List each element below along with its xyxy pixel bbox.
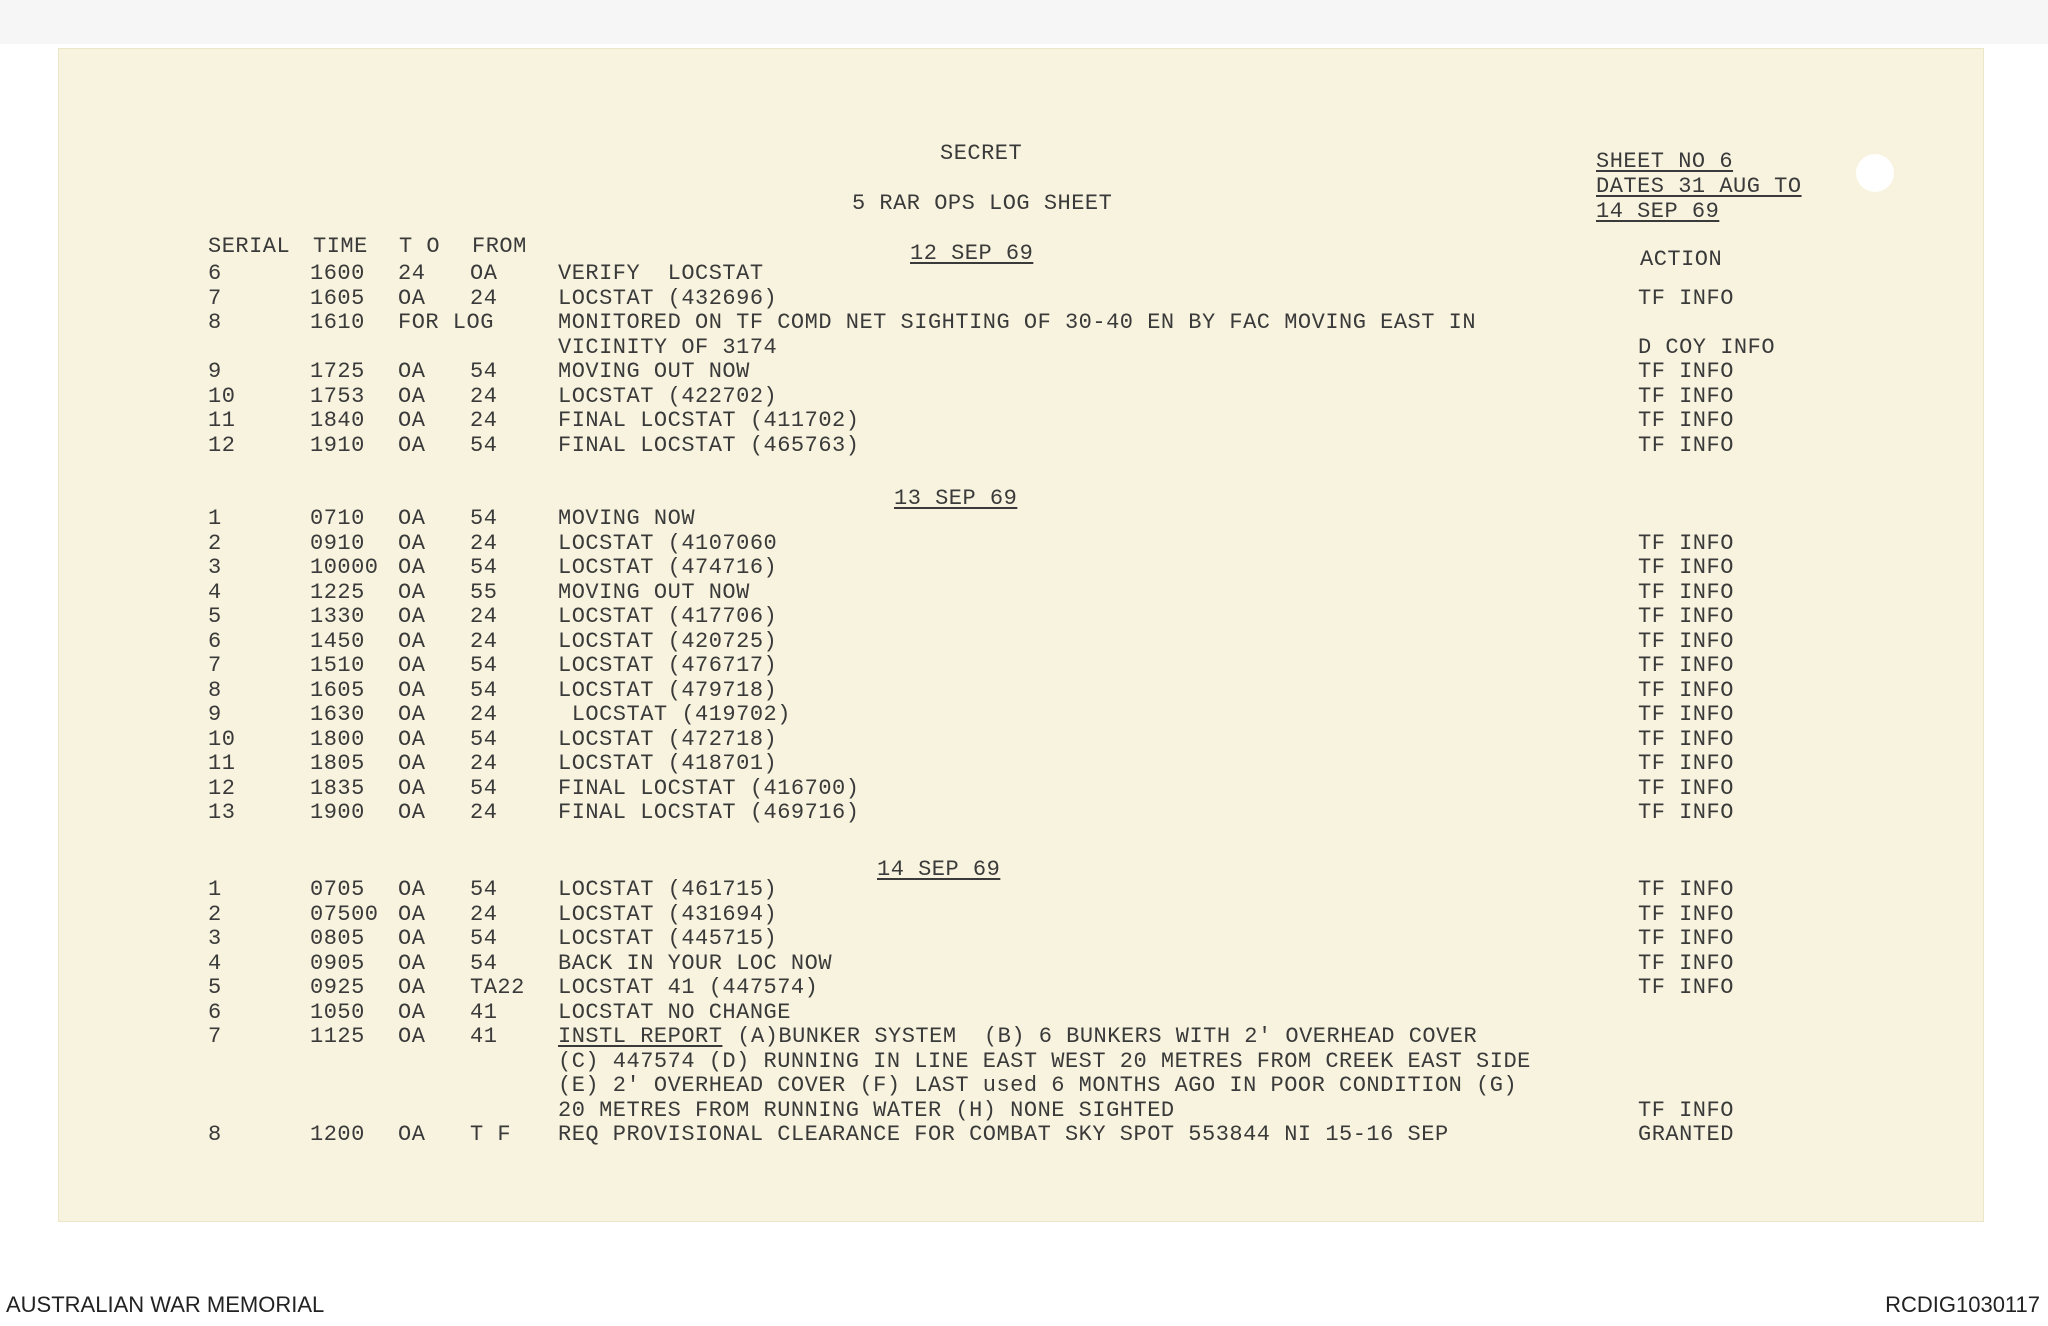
entry-to: OA [398,951,426,976]
entry-to: FOR LOG [398,310,494,335]
entry-to: OA [398,1000,426,1025]
section-date: 12 SEP 69 [910,241,1034,266]
entry-serial: 7 [208,1024,222,1049]
entry-from: 54 [470,926,498,951]
column-header-time: TIME [313,234,368,259]
entry-serial: 8 [208,1122,222,1147]
entry-to: OA [398,751,426,776]
entry-text: BACK IN YOUR LOC NOW [558,951,833,976]
entry-to: OA [398,727,426,752]
entry-text: LOCSTAT (431694) [558,902,778,927]
entry-to: OA [398,926,426,951]
entry-action: TF INFO [1638,359,1734,384]
entry-action: TF INFO [1638,604,1734,629]
entry-serial: 11 [208,751,236,776]
dates-range-line2: 14 SEP 69 [1596,199,1720,224]
entry-time: 1600 [310,261,365,286]
entry-time: 1900 [310,800,365,825]
entry-from: TA22 [470,975,525,1000]
entry-to: OA [398,433,426,458]
entry-from: OA [470,261,498,286]
entry-action: TF INFO [1638,902,1734,927]
classification-marking: SECRET [940,141,1023,166]
entry-action: TF INFO [1638,751,1734,776]
entry-text: LOCSTAT (417706) [558,604,778,629]
entry-from: 24 [470,384,498,409]
entry-time: 1605 [310,678,365,703]
entry-action: TF INFO [1638,1098,1734,1123]
entry-serial: 12 [208,433,236,458]
entry-action: TF INFO [1638,384,1734,409]
entry-time: 1725 [310,359,365,384]
entry-text: (C) 447574 (D) RUNNING IN LINE EAST WEST 20 METRES FROM CREEK EAST SIDE [558,1049,1531,1074]
entry-to: OA [398,776,426,801]
entry-time: 1050 [310,1000,365,1025]
entry-serial: 3 [208,555,222,580]
entry-from: 54 [470,433,498,458]
entry-time: 1225 [310,580,365,605]
entry-serial: 5 [208,975,222,1000]
entry-text: (E) 2' OVERHEAD COVER (F) LAST used 6 MONTHS AGO IN POOR CONDITION (G) [558,1073,1518,1098]
entry-time: 1805 [310,751,365,776]
entry-from: 54 [470,506,498,531]
entry-text-lead: INSTL REPORT [558,1024,723,1049]
entry-time: 1125 [310,1024,365,1049]
scan-top-margin [0,0,2048,44]
entry-action: TF INFO [1638,408,1734,433]
entry-time: 0905 [310,951,365,976]
entry-action: TF INFO [1638,678,1734,703]
entry-from: 54 [470,359,498,384]
column-header-serial: SERIAL [208,234,291,259]
entry-text: MOVING NOW [558,506,696,531]
entry-text: LOCSTAT (418701) [558,751,778,776]
entry-from: 54 [470,877,498,902]
entry-text: LOCSTAT (474716) [558,555,778,580]
entry-text: MOVING OUT NOW [558,580,750,605]
entry-text: 20 METRES FROM RUNNING WATER (H) NONE SIGHTED [558,1098,1175,1123]
entry-to: OA [398,800,426,825]
entry-serial: 3 [208,926,222,951]
entry-serial: 4 [208,580,222,605]
entry-serial: 2 [208,902,222,927]
entry-text: LOCSTAT (4107060 [558,531,778,556]
entry-to: OA [398,975,426,1000]
entry-time: 1835 [310,776,365,801]
entry-action: TF INFO [1638,776,1734,801]
entry-serial: 7 [208,653,222,678]
entry-serial: 7 [208,286,222,311]
entry-action: TF INFO [1638,653,1734,678]
entry-to: OA [398,678,426,703]
entry-text: LOCSTAT (479718) [558,678,778,703]
entry-action: TF INFO [1638,580,1734,605]
entry-to: OA [398,555,426,580]
entry-text: REQ PROVISIONAL CLEARANCE FOR COMBAT SKY SPOT 553844 NI 15-16 SEP [558,1122,1449,1147]
entry-text: FINAL LOCSTAT (465763) [558,433,860,458]
entry-to: OA [398,702,426,727]
section-date: 13 SEP 69 [894,486,1018,511]
entry-text: LOCSTAT (445715) [558,926,778,951]
entry-text: LOCSTAT (420725) [558,629,778,654]
entry-from: 24 [470,902,498,927]
entry-to: OA [398,902,426,927]
entry-serial: 8 [208,310,222,335]
entry-text: MONITORED ON TF COMD NET SIGHTING OF 30-40 EN BY FAC MOVING EAST IN [558,310,1477,335]
entry-text: FINAL LOCSTAT (469716) [558,800,860,825]
sheet-number: SHEET NO 6 [1596,149,1734,174]
entry-serial: 9 [208,702,222,727]
entry-to: OA [398,286,426,311]
entry-from: 54 [470,555,498,580]
dates-range-line1: DATES 31 AUG TO [1596,174,1802,199]
entry-time: 0925 [310,975,365,1000]
entry-from: T F [470,1122,512,1147]
entry-to: OA [398,629,426,654]
entry-action: TF INFO [1638,877,1734,902]
entry-serial: 9 [208,359,222,384]
entry-time: 1753 [310,384,365,409]
entry-from: 24 [470,800,498,825]
entry-action: D COY INFO [1638,335,1776,360]
entry-from: 54 [470,727,498,752]
entry-to: OA [398,653,426,678]
entry-time: 0910 [310,531,365,556]
column-header-from: FROM [472,234,527,259]
entry-serial: 4 [208,951,222,976]
entry-from: 54 [470,776,498,801]
punch-hole [1856,154,1894,192]
entry-text: MOVING OUT NOW [558,359,750,384]
entry-time: 1200 [310,1122,365,1147]
entry-time: 1800 [310,727,365,752]
entry-action: TF INFO [1638,531,1734,556]
entry-action: TF INFO [1638,555,1734,580]
entry-to: OA [398,604,426,629]
entry-to: OA [398,1024,426,1049]
entry-from: 24 [470,702,498,727]
entry-text: LOCSTAT (422702) [558,384,778,409]
entry-to: OA [398,531,426,556]
entry-text: (A)BUNKER SYSTEM (B) 6 BUNKERS WITH 2' OVERHEAD COVER [723,1024,1478,1049]
archive-reference: RCDIG1030117 [1885,1292,2040,1317]
entry-text: FINAL LOCSTAT (416700) [558,776,860,801]
entry-from: 41 [470,1024,498,1049]
entry-action: GRANTED [1638,1122,1734,1147]
entry-text: LOCSTAT (472718) [558,727,778,752]
entry-from: 54 [470,678,498,703]
entry-time: 07500 [310,902,379,927]
entry-serial: 6 [208,1000,222,1025]
entry-from: 24 [470,629,498,654]
entry-action: TF INFO [1638,629,1734,654]
entry-serial: 10 [208,384,236,409]
document-title: 5 RAR OPS LOG SHEET [852,191,1113,216]
entry-to: OA [398,359,426,384]
entry-time: 0705 [310,877,365,902]
entry-serial: 10 [208,727,236,752]
entry-time: 10000 [310,555,379,580]
entry-to: OA [398,580,426,605]
entry-text: LOCSTAT (476717) [558,653,778,678]
entry-serial: 6 [208,261,222,286]
entry-serial: 2 [208,531,222,556]
entry-serial: 8 [208,678,222,703]
entry-action: TF INFO [1638,926,1734,951]
entry-action: TF INFO [1638,951,1734,976]
entry-from: 24 [470,531,498,556]
entry-to: OA [398,1122,426,1147]
entry-to: OA [398,408,426,433]
entry-to: OA [398,506,426,531]
entry-from: 24 [470,604,498,629]
entry-time: 1605 [310,286,365,311]
entry-serial: 12 [208,776,236,801]
entry-from: 24 [470,408,498,433]
entry-text: LOCSTAT NO CHANGE [558,1000,791,1025]
entry-serial: 1 [208,877,222,902]
entry-time: 0805 [310,926,365,951]
entry-serial: 6 [208,629,222,654]
entry-text: LOCSTAT (461715) [558,877,778,902]
entry-action: TF INFO [1638,727,1734,752]
entry-to: 24 [398,261,426,286]
entry-time: 1330 [310,604,365,629]
entry-from: 24 [470,286,498,311]
entry-serial: 1 [208,506,222,531]
entry-text: FINAL LOCSTAT (411702) [558,408,860,433]
entry-action: TF INFO [1638,800,1734,825]
entry-text: VERIFY LOCSTAT [558,261,764,286]
entry-from: 54 [470,951,498,976]
entry-text: LOCSTAT (419702) [558,702,791,727]
entry-from: 24 [470,751,498,776]
entry-time: 1840 [310,408,365,433]
entry-time: 1910 [310,433,365,458]
entry-from: 54 [470,653,498,678]
entry-from: 55 [470,580,498,605]
entry-text: LOCSTAT 41 (447574) [558,975,819,1000]
entry-to: OA [398,877,426,902]
entry-serial: 11 [208,408,236,433]
entry-time: 1450 [310,629,365,654]
entry-time: 1630 [310,702,365,727]
entry-action: TF INFO [1638,433,1734,458]
entry-to: OA [398,384,426,409]
section-date: 14 SEP 69 [877,857,1001,882]
entry-action: TF INFO [1638,702,1734,727]
entry-from: 41 [470,1000,498,1025]
entry-time: 0710 [310,506,365,531]
column-header-to: T O [399,234,441,259]
archive-credit: AUSTRALIAN WAR MEMORIAL [6,1292,325,1317]
entry-text: LOCSTAT (432696) [558,286,778,311]
column-header-action: ACTION [1640,247,1723,272]
entry-serial: 13 [208,800,236,825]
entry-action: TF INFO [1638,286,1734,311]
entry-serial: 5 [208,604,222,629]
entry-action: TF INFO [1638,975,1734,1000]
entry-text: VICINITY OF 3174 [558,335,778,360]
entry-time: 1610 [310,310,365,335]
entry-time: 1510 [310,653,365,678]
